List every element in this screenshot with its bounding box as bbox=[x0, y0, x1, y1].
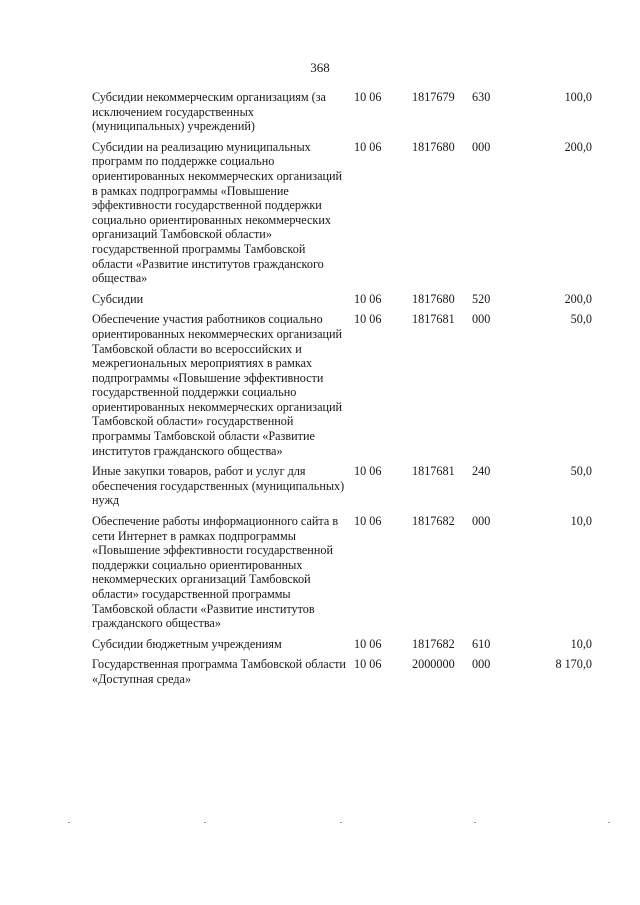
table-row bbox=[92, 312, 592, 464]
row-expense-type: 610 bbox=[472, 636, 491, 651]
budget-table bbox=[92, 90, 592, 693]
row-target-code: 1817682 bbox=[412, 514, 455, 529]
row-expense-type: 520 bbox=[472, 291, 491, 306]
scan-dot bbox=[68, 822, 70, 823]
row-section-code: 10 06 bbox=[354, 514, 382, 529]
row-expense-type: 240 bbox=[472, 464, 491, 479]
page-number: 368 bbox=[310, 60, 330, 75]
row-name: Обеспечение работы информационного сайта в сети Интернет в рамках подпрограммы «Повышение эффективности государственной поддержки социально ориентированных некоммерческих организаций Тамбовской области» государственной программы Тамбовской области «Развитие институтов гражданского общества» bbox=[92, 514, 339, 631]
row-expense-type: 000 bbox=[472, 139, 491, 154]
row-amount: 100,0 bbox=[564, 90, 592, 104]
row-expense-type: 000 bbox=[472, 312, 491, 327]
row-amount: 200,0 bbox=[564, 291, 592, 306]
table-row bbox=[92, 637, 592, 658]
table-row bbox=[92, 514, 592, 637]
row-section-code: 10 06 bbox=[354, 139, 382, 154]
row-target-code: 1817680 bbox=[412, 139, 455, 154]
row-section-code: 10 06 bbox=[354, 312, 382, 327]
row-amount: 10,0 bbox=[570, 514, 592, 529]
row-section-code: 10 06 bbox=[354, 464, 382, 479]
row-name: Субсидии на реализацию муниципальных программ по поддержке социально ориентированных некоммерческих организаций в рамках подпрограммы «Повышение эффективности государственной поддержки социально ориентированных некоммерческих организаций Тамбовской области» государственной программы Тамбовской области «Развитие институтов гражданского общества» bbox=[92, 139, 343, 286]
scan-dot bbox=[340, 822, 342, 823]
row-section-code: 10 06 bbox=[354, 657, 382, 672]
scan-dot-marks bbox=[0, 822, 640, 828]
row-expense-type: 000 bbox=[472, 657, 491, 672]
table-row bbox=[92, 140, 592, 292]
table-row bbox=[92, 657, 592, 692]
table-row bbox=[92, 90, 592, 140]
scan-dot bbox=[204, 822, 206, 823]
row-target-code: 1817681 bbox=[412, 312, 455, 327]
row-amount: 200,0 bbox=[564, 139, 592, 154]
row-amount: 8 170,0 bbox=[555, 657, 592, 672]
table-row bbox=[92, 464, 592, 514]
row-target-code: 2000000 bbox=[412, 657, 455, 672]
row-amount: 50,0 bbox=[570, 312, 592, 327]
table-row bbox=[92, 292, 592, 313]
row-section-code: 10 06 bbox=[354, 90, 382, 104]
row-target-code: 1817682 bbox=[412, 636, 455, 651]
row-amount: 50,0 bbox=[570, 464, 592, 479]
row-target-code: 1817679 bbox=[412, 90, 455, 104]
row-name: Обеспечение участия работников социально ориентированных некоммерческих организаций Тамбовской области во всероссийских и межрегиональных мероприятиях в рамках подпрограммы «Повышение эффективности государственной поддержки социально ориентированных некоммерческих организаций Тамбовской области» государственной программы Тамбовской области «Развитие институтов гражданского общества» bbox=[92, 312, 343, 458]
row-name: Субсидии bbox=[92, 291, 144, 306]
row-amount: 10,0 bbox=[570, 636, 592, 651]
row-expense-type: 000 bbox=[472, 514, 491, 529]
row-section-code: 10 06 bbox=[354, 291, 382, 306]
row-target-code: 1817681 bbox=[412, 464, 455, 479]
scan-dot bbox=[608, 822, 610, 823]
row-name: Субсидии бюджетным учреждениям bbox=[92, 636, 282, 651]
row-target-code: 1817680 bbox=[412, 291, 455, 306]
scan-dot bbox=[474, 822, 476, 823]
row-name: Субсидии некоммерческим организациям (за исключением государственных (муниципальных) учреждений) bbox=[92, 90, 326, 134]
row-name: Иные закупки товаров, работ и услуг для обеспечения государственных (муниципальных) нужд bbox=[92, 464, 345, 508]
row-name: Государственная программа Тамбовской области «Доступная среда» bbox=[92, 657, 346, 686]
row-section-code: 10 06 bbox=[354, 636, 382, 651]
row-expense-type: 630 bbox=[472, 90, 491, 104]
